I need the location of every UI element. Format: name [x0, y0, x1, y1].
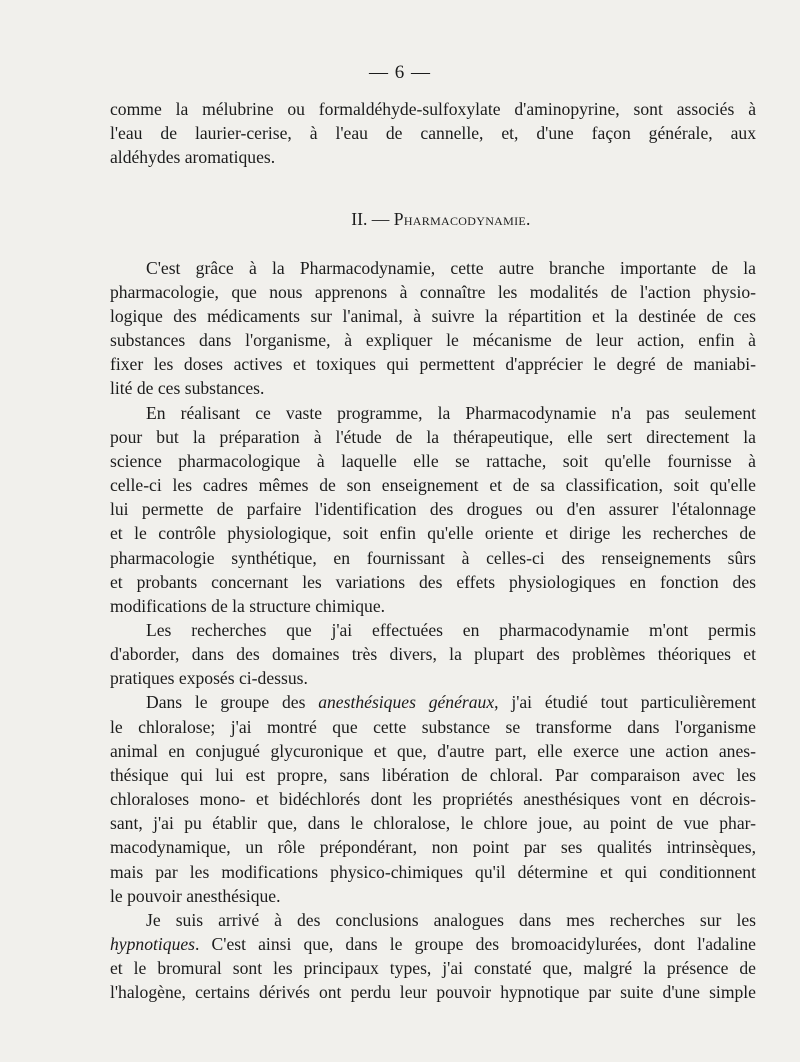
text-line: sant, j'ai pu établir que, dans le chloralose, le chlore joue, au point de vue phar-	[110, 813, 756, 834]
text-line: pour but la préparation à l'étude de la thérapeutique, elle sert directement la	[110, 426, 756, 447]
section-number: II. —	[351, 209, 390, 230]
paragraph-continued	[110, 97, 756, 169]
text-line: En réalisant ce vaste programme, la Pharmacodynamie n'a pas seulement	[146, 402, 756, 423]
text-line: pharmacologie synthétique, en fournissant à celles-ci des renseignements sûrs	[110, 547, 756, 568]
text-line: pharmacologie, que nous apprenons à connaître les modalités de l'action physio-	[110, 281, 756, 302]
paragraph	[110, 618, 756, 690]
text-line: Dans le groupe des anesthésiques généraux, j'ai étudié tout particulièrement	[146, 692, 756, 713]
text-line: et le contrôle physiologique, soit enfin qu'elle oriente et dirige les recherches de	[110, 523, 756, 544]
page-text	[110, 97, 756, 1004]
text-line: le pouvoir anesthésique.	[110, 885, 281, 906]
text-line: logique des médicaments sur l'animal, à suivre la répartition et la destinée de ces	[110, 305, 756, 326]
text-line: chloraloses mono- et bidéchlorés dont les propriétés anesthésiques vont en décrois-	[110, 789, 756, 810]
text-line: mais par les modifications physico-chimiques qu'il détermine et qui conditionnent	[110, 861, 756, 882]
section-heading	[110, 207, 756, 231]
text-line: science pharmacologique à laquelle elle se rattache, soit qu'elle fournisse à	[110, 450, 756, 471]
text-line: d'aborder, dans des domaines très divers, la plupart des problèmes théoriques et	[110, 644, 756, 665]
text-line: aldéhydes aromatiques.	[110, 147, 276, 168]
text-line: lité de ces substances.	[110, 378, 265, 399]
text-line: Je suis arrivé à des conclusions analogues dans mes recherches sur les	[146, 909, 756, 930]
text-line: animal en conjugué glycuronique et que, d'autre part, elle exerce une action anes-	[110, 740, 756, 761]
text-line: comme la mélubrine ou formaldéhyde-sulfoxylate d'aminopyrine, sont associés à	[110, 99, 756, 119]
text-line: modifications de la structure chimique.	[110, 595, 386, 616]
text-line: celle-ci les cadres mêmes de son enseignement et de sa classification, soit qu'elle	[110, 475, 756, 496]
text-line: hypnotiques. C'est ainsi que, dans le groupe des bromoacidylurées, dont l'adaline	[110, 934, 756, 954]
paragraph	[110, 401, 756, 618]
text-line: macodynamique, un rôle prépondérant, non point par ses qualités intrinsèques,	[110, 837, 756, 858]
text-line: Les recherches que j'ai effectuées en pharmacodynamie m'ont permis	[146, 619, 756, 640]
section-title: Pharmacodynamie.	[393, 209, 531, 230]
paragraph	[110, 908, 756, 1005]
text-line: thésique qui lui est propre, sans libération de chloral. Par comparaison avec les	[110, 764, 756, 785]
text-line: le chloralose; j'ai montré que cette substance se transforme dans l'organisme	[110, 716, 756, 737]
text-line: C'est grâce à la Pharmacodynamie, cette autre branche importante de la	[146, 257, 756, 278]
section-body	[110, 256, 756, 1005]
paragraph	[110, 690, 756, 907]
text-line: lui permette de parfaire l'identification des drogues ou d'en assurer l'étalonnage	[110, 499, 756, 520]
page-number: — 6 —	[369, 62, 431, 83]
text-line: et probants concernant les variations des effets physiologiques en fonction des	[110, 571, 756, 592]
text-line: l'eau de laurier-cerise, à l'eau de cannelle, et, d'une façon générale, aux	[110, 123, 756, 144]
text-line: et le bromural sont les principaux types, j'ai constaté que, malgré la présence de	[110, 958, 756, 979]
text-line: pratiques exposés ci-dessus.	[110, 668, 308, 689]
text-line: l'halogène, certains dérivés ont perdu leur pouvoir hypnotique par suite d'une simple	[110, 982, 756, 1003]
text-line: substances dans l'organisme, à expliquer le mécanisme de leur action, enfin à	[110, 330, 756, 351]
paragraph	[110, 256, 756, 401]
text-line: fixer les doses actives et toxiques qui permettent d'apprécier le degré de maniabi-	[110, 354, 756, 375]
